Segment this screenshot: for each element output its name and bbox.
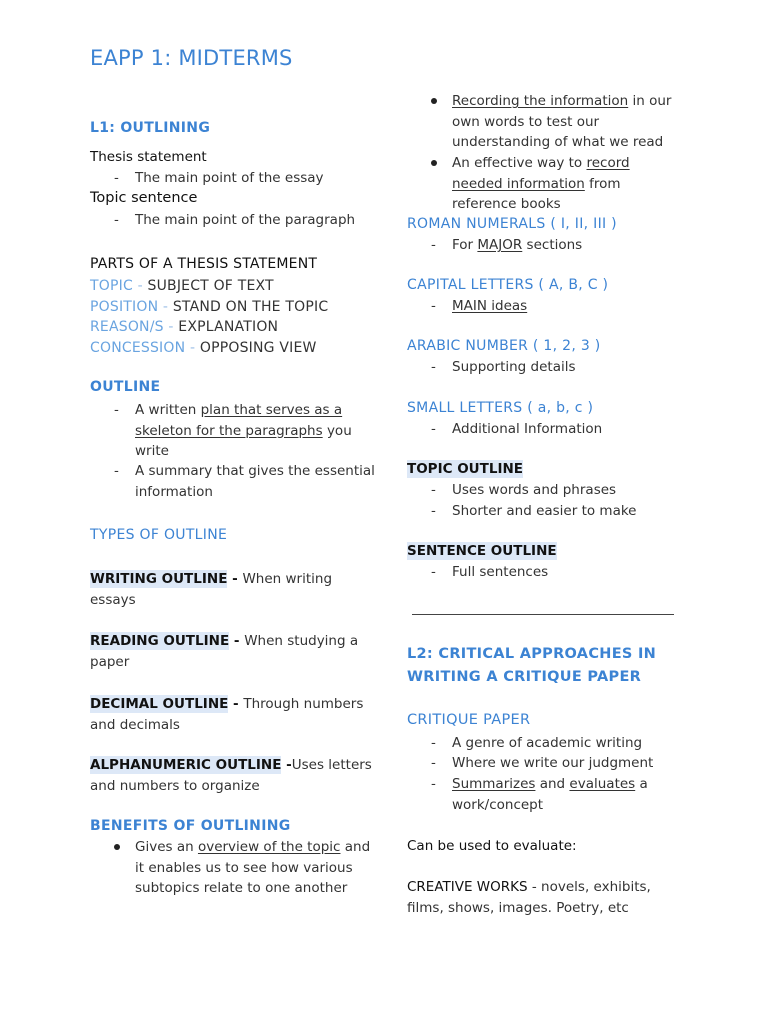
- parts-heading: PARTS OF A THESIS STATEMENT: [90, 256, 318, 272]
- arabic-item-text: Supporting details: [452, 359, 576, 375]
- critique-item-text: A genre of academic writing: [452, 735, 643, 751]
- dash-marker: -: [431, 298, 436, 314]
- benefit-item-text: Gives an overview of the topic and it enables us to see how various subtopics relate to one another: [135, 839, 371, 896]
- type-name: DECIMAL OUTLINE: [90, 696, 229, 712]
- dash-marker: -: [431, 503, 436, 519]
- part-value: STAND ON THE TOPIC: [172, 298, 329, 315]
- part-value: OPPOSING VIEW: [199, 340, 317, 357]
- dash-marker: -: [114, 463, 119, 479]
- topic-outline-item-text: Shorter and easier to make: [452, 503, 637, 519]
- type-entry: WRITING OUTLINE - When writing essays: [90, 571, 333, 608]
- benefit-item-text: An effective way to record needed information from reference books: [452, 155, 630, 212]
- bullet-dot: [114, 844, 120, 850]
- dash-marker: -: [431, 735, 436, 751]
- part-row: CONCESSION - OPPOSING VIEW: [90, 340, 317, 357]
- part-key: POSITION: [90, 298, 159, 315]
- roman-heading: ROMAN NUMERALS ( I, II, III ): [407, 216, 617, 232]
- outline-heading: OUTLINE: [90, 379, 161, 395]
- underlined-phrase: evaluates: [569, 776, 636, 792]
- section-divider: [412, 614, 674, 615]
- dash-marker: -: [431, 359, 436, 375]
- type-entry: ALPHANUMERIC OUTLINE -Uses letters and numbers to organize: [90, 757, 372, 794]
- sentence-outline-heading-row: [407, 541, 682, 562]
- part-row: REASON/S - EXPLANATION: [90, 319, 279, 336]
- capital-heading: CAPITAL LETTERS ( A, B, C ): [407, 277, 609, 293]
- underlined-phrase: record needed information: [452, 155, 630, 192]
- dash-marker: -: [114, 212, 119, 228]
- type-entry: DECIMAL OUTLINE - Through numbers and decimals: [90, 696, 364, 733]
- part-value: SUBJECT OF TEXT: [147, 278, 274, 294]
- creative-label: CREATIVE WORKS: [407, 879, 528, 895]
- sentence-outline-item-text: Full sentences: [452, 564, 549, 580]
- topic-label: Topic sentence: [90, 190, 198, 206]
- topic-outline-heading-row: [407, 459, 682, 480]
- small-item-text: Additional Information: [452, 421, 603, 437]
- type-name: WRITING OUTLINE: [90, 571, 228, 587]
- arabic-heading: ARABIC NUMBER ( 1, 2, 3 ): [407, 338, 601, 354]
- dash-marker: -: [431, 237, 436, 253]
- dash-marker: -: [114, 170, 119, 186]
- type-desc: Through numbers and decimals: [90, 696, 364, 733]
- benefits-heading: BENEFITS OF OUTLINING: [90, 818, 291, 834]
- small-heading: SMALL LETTERS ( a, b, c ): [407, 400, 594, 416]
- l2-heading-line: WRITING A CRITIQUE PAPER: [407, 669, 642, 685]
- type-desc: Uses letters and numbers to organize: [90, 757, 372, 794]
- topic-item-text: The main point of the paragraph: [135, 212, 356, 228]
- creative-works: [407, 877, 682, 918]
- part-key: REASON/S: [90, 319, 164, 336]
- types-heading: TYPES OF OUTLINE: [90, 527, 228, 543]
- underlined-phrase: plan that serves as a skeleton for the paragraphs: [135, 402, 343, 439]
- underlined-phrase: overview of the topic: [197, 839, 341, 855]
- creative-text: - novels, exhibits, films, shows, images. Poetry, etc: [407, 879, 651, 916]
- dash-marker: -: [431, 482, 436, 498]
- part-value: EXPLANATION: [178, 319, 279, 336]
- bullet-dot: [431, 98, 437, 104]
- type-desc: When studying a paper: [90, 633, 359, 670]
- topic-outline-heading: TOPIC OUTLINE: [407, 461, 524, 477]
- parts-list: [90, 276, 375, 359]
- underlined-phrase: Summarizes: [452, 776, 536, 792]
- type-entry: READING OUTLINE - When studying a paper: [90, 633, 359, 670]
- l1-heading: L1: OUTLINING: [90, 120, 211, 136]
- thesis-label: Thesis statement: [90, 149, 207, 165]
- evaluate-label: Can be used to evaluate:: [407, 838, 577, 854]
- thesis-item-text: The main point of the essay: [135, 170, 324, 186]
- l2-heading: [407, 643, 682, 689]
- underlined-phrase: MAIN ideas: [452, 298, 528, 314]
- dash-marker: -: [431, 776, 436, 792]
- part-row: POSITION - STAND ON THE TOPIC: [90, 298, 329, 315]
- outline-item-text: A summary that gives the essential information: [135, 463, 375, 500]
- dash-marker: -: [431, 421, 436, 437]
- roman-item-text: For MAJOR sections: [452, 237, 583, 253]
- critique-item-text: Where we write our judgment: [452, 755, 654, 771]
- type-name: READING OUTLINE: [90, 633, 230, 649]
- document-title: EAPP 1: MIDTERMS: [90, 46, 293, 70]
- dash-marker: -: [114, 402, 119, 418]
- l2-heading-line: L2: CRITICAL APPROACHES IN: [407, 646, 657, 662]
- part-key: CONCESSION: [90, 340, 186, 357]
- capital-item-text: [452, 296, 682, 317]
- type-name: ALPHANUMERIC OUTLINE: [90, 757, 282, 773]
- underlined-phrase: MAJOR: [477, 237, 523, 253]
- topic-outline-item-text: Uses words and phrases: [452, 482, 617, 498]
- type-desc: When writing essays: [90, 571, 333, 608]
- dash-marker: -: [431, 755, 436, 771]
- dash-marker: -: [431, 564, 436, 580]
- bullet-dot: [431, 160, 437, 166]
- outline-item-text: A written plan that serves as a skeleton for the paragraphs you write: [135, 402, 352, 459]
- benefit-item-text: Recording the information in our own words to test our understanding of what we read: [452, 93, 672, 150]
- underlined-phrase: Recording the information: [452, 93, 629, 109]
- critique-item-text: Summarizes and evaluates a work/concept: [452, 776, 648, 813]
- part-row: TOPIC - SUBJECT OF TEXT: [90, 278, 274, 294]
- sentence-outline-heading: SENTENCE OUTLINE: [407, 543, 557, 559]
- critique-heading: CRITIQUE PAPER: [407, 712, 531, 728]
- part-key: TOPIC: [90, 278, 133, 294]
